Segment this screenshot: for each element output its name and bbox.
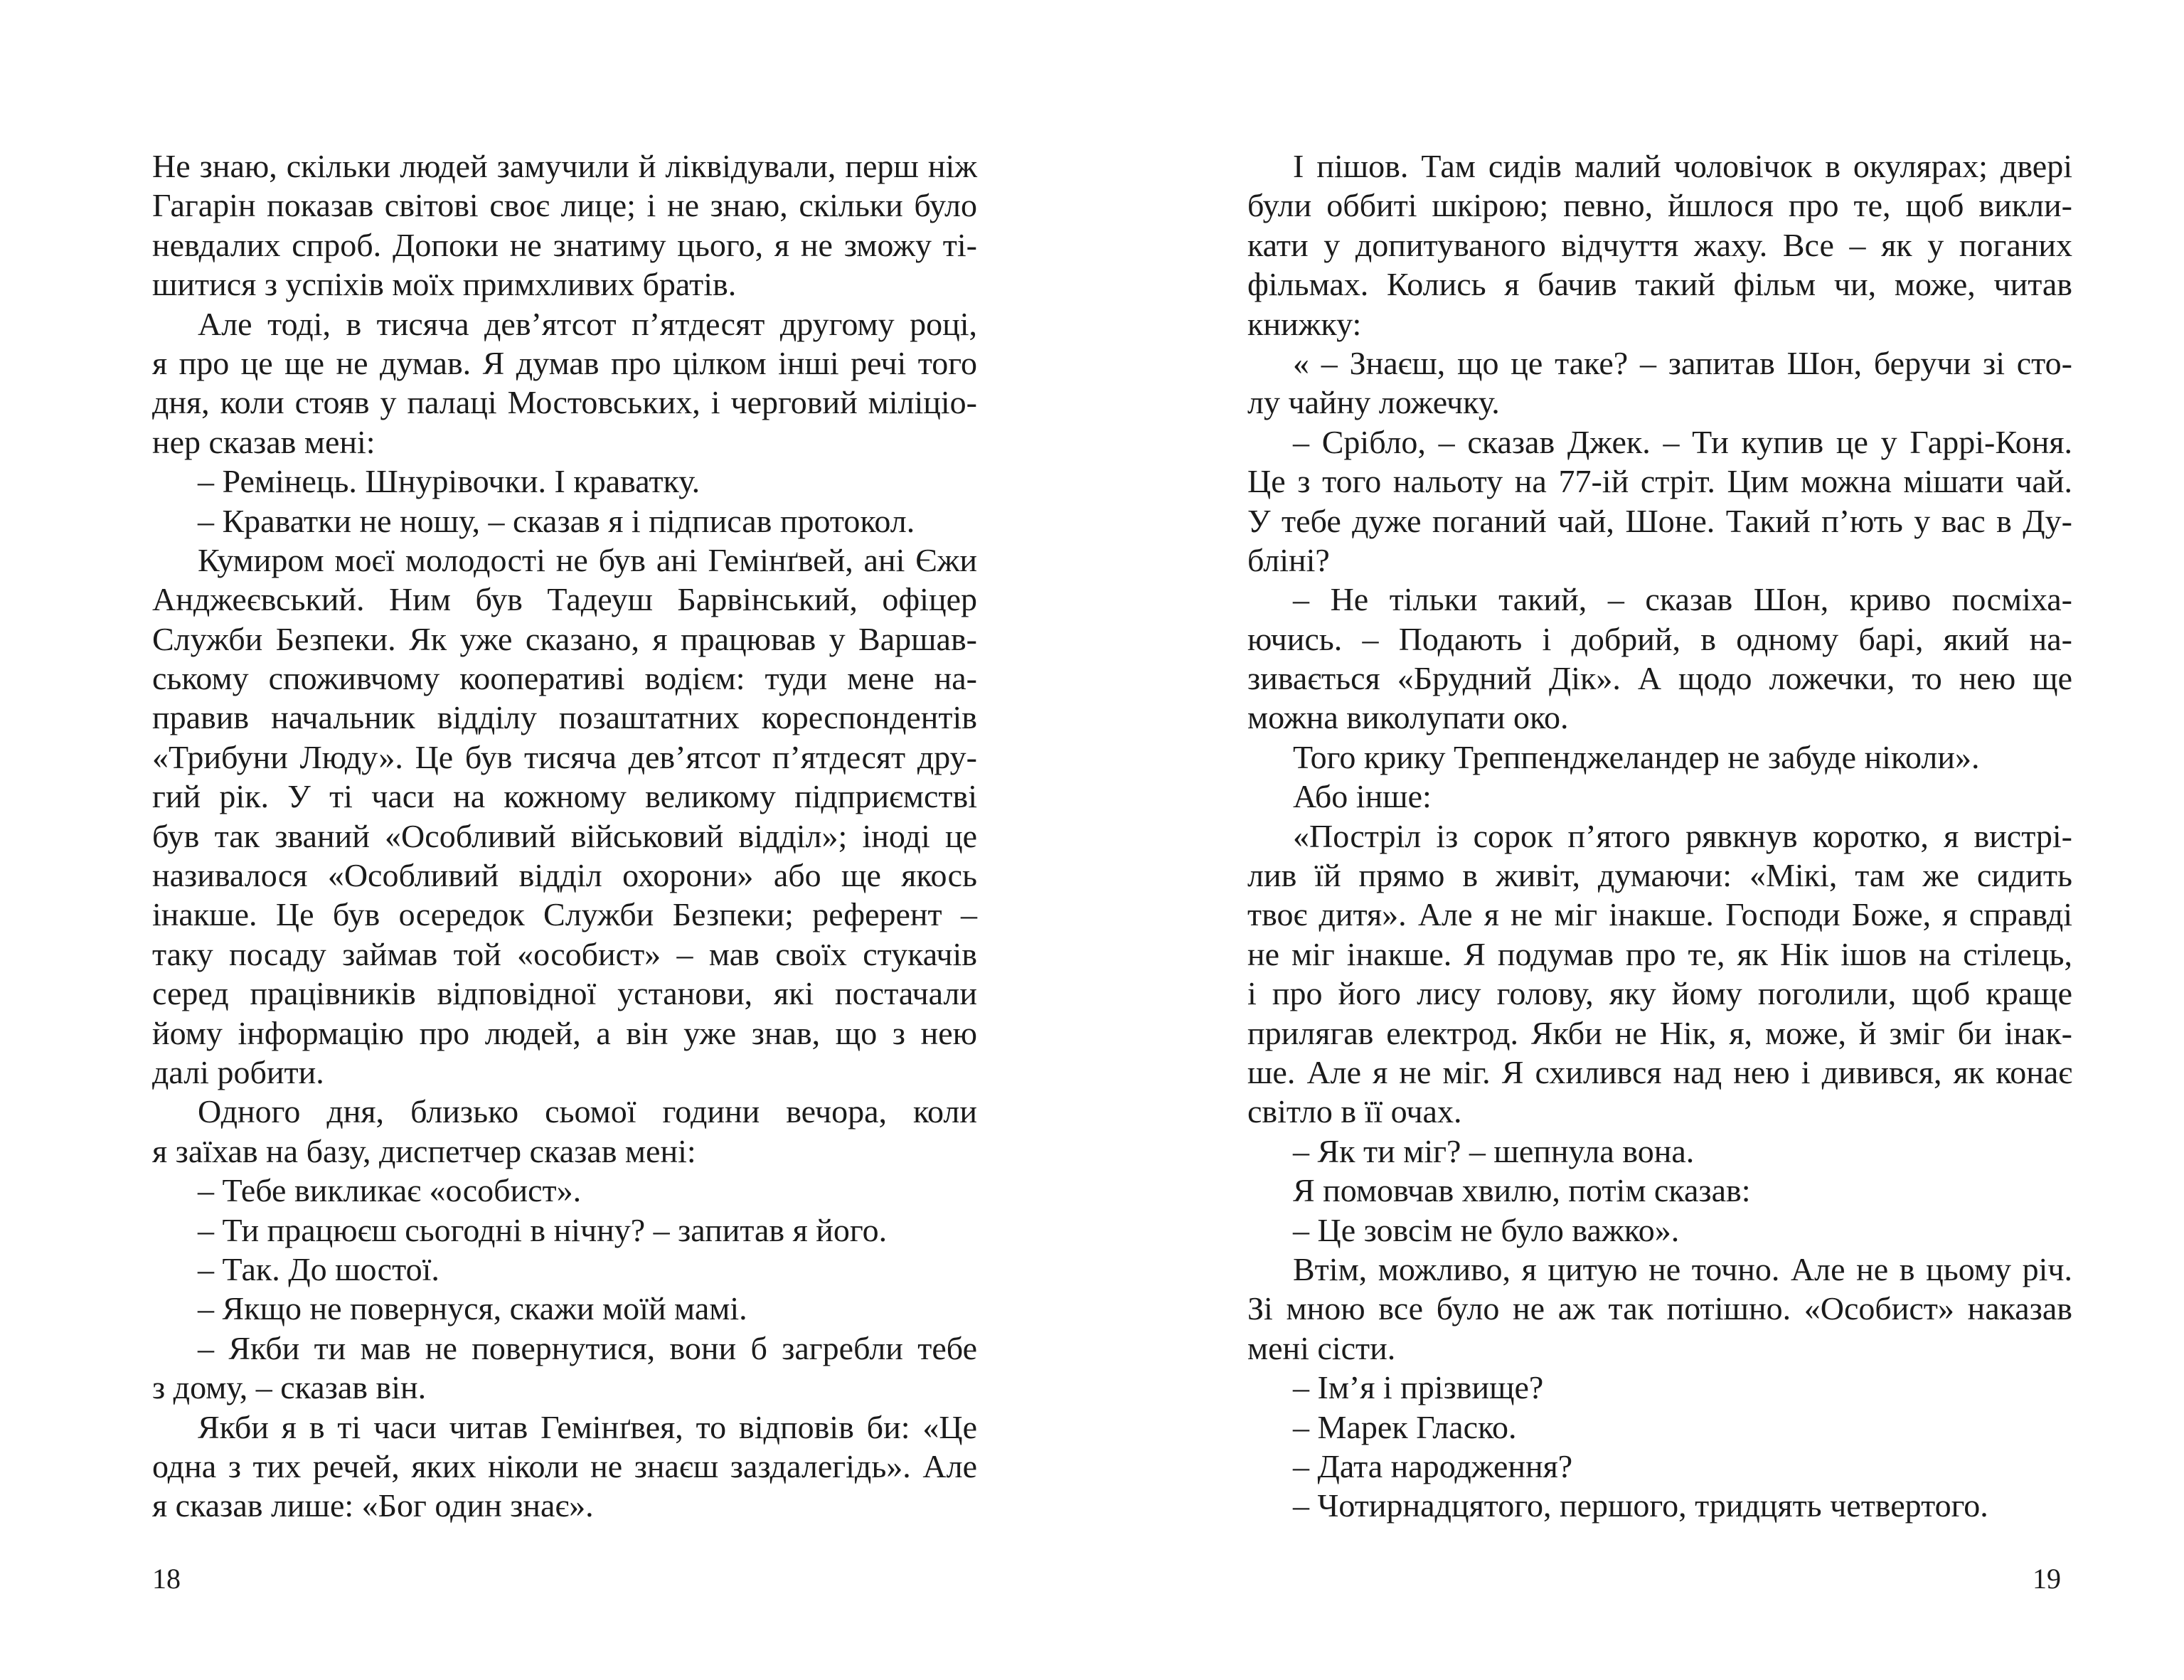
text-line: – Якби ти мав не повернутися, вони б загребли тебе	[198, 1329, 977, 1366]
right-page-number: 19	[2033, 1563, 2061, 1595]
text-line: книжку:	[1247, 305, 1362, 342]
text-line: ському споживчому кооперативі водієм: туди мене на-	[152, 660, 977, 697]
text-line: ючись. – Подають і добрий, в одному барі, який на-	[1247, 620, 2072, 657]
text-line: гий рік. У ті часи на кожному великому підприємстві	[152, 778, 977, 815]
text-line: Якби я в ті часи читав Гемінґвея, то відповів би: «Це	[198, 1408, 977, 1445]
text-line: далі робити.	[152, 1053, 324, 1090]
text-line: Я помовчав хвилю, потім сказав:	[1293, 1172, 1751, 1209]
text-line: серед працівників відповідної установи, які постачали	[152, 975, 977, 1012]
text-line: – Краватки не ношу, – сказав я і підписав протокол.	[198, 502, 915, 539]
text-line: можна виколупати око.	[1247, 699, 1569, 736]
text-line: був так званий «Особливий військовий відділ»; іноді це	[152, 817, 977, 854]
text-line: – Не тільки такий, – сказав Шон, криво посміха-	[1293, 581, 2072, 618]
text-line: твоє дитя». Але я не міг інакше. Господи Боже, я справді	[1247, 896, 2072, 933]
text-line: йому інформацію про людей, а він уже знав, що з нею	[152, 1014, 977, 1051]
text-line: Зі мною все було не аж так потішно. «Особист» наказав	[1247, 1290, 2072, 1327]
text-line: мені сісти.	[1247, 1329, 1396, 1366]
text-line: – Як ти міг? – шепнула вона.	[1293, 1132, 1695, 1169]
text-line: кати у допитуваного відчуття жаху. Все – як у поганих	[1247, 226, 2072, 263]
text-line: У тебе дуже поганий чай, Шоне. Такий п’ють у вас в Ду-	[1247, 502, 2072, 539]
text-line: – Срібло, – сказав Джек. – Ти купив це у Гаррі-Коня.	[1293, 423, 2072, 460]
text-line: були оббиті шкірою; певно, йшлося про те, щоб викли-	[1247, 187, 2072, 224]
text-line: Гагарін показав світові своє лице; і не знаю, скільки було	[152, 187, 977, 224]
text-line: « – Знаєш, що це таке? – запитав Шон, беручи зі сто-	[1293, 344, 2072, 381]
text-line: Служби Безпеки. Як уже сказано, я працював у Варшав-	[152, 620, 977, 657]
text-line: – Чотирнадцятого, першого, тридцять четвертого.	[1293, 1487, 1988, 1524]
text-line: Не знаю, скільки людей замучили й ліквідували, перш ніж	[152, 148, 977, 184]
text-line: називалося «Особливий відділ охорони» або ще якось	[152, 857, 977, 894]
text-line: невдалих спроб. Допоки не знатиму цього, я не зможу ті-	[152, 226, 977, 263]
text-line: ше. Але я не міг. Я схилився над нею і дивився, як конає	[1247, 1053, 2072, 1090]
text-line: «Трибуни Люду». Це був тисяча дев’ятсот п’ятдесят дру-	[152, 738, 977, 775]
text-line: дня, коли стояв у палаці Мостовських, і черговий міліціо-	[152, 384, 977, 421]
text-line: – Якщо не повернуся, скажи моїй мамі.	[198, 1290, 747, 1327]
text-line: нер сказав мені:	[152, 423, 375, 460]
text-line: лив їй прямо в живіт, думаючи: «Мікі, там же сидить	[1247, 857, 2072, 894]
text-line: я про це ще не думав. Я думав про цілком інші речі того	[152, 344, 977, 381]
text-line: – Ім’я і прізвище?	[1293, 1369, 1544, 1406]
text-line: «Постріл із сорок п’ятого рявкнув коротко, я вистрі-	[1293, 817, 2072, 854]
text-line: – Дата народження?	[1293, 1447, 1573, 1484]
text-line: шитися з успіхів моїх примхливих братів.	[152, 266, 737, 303]
left-page-text	[152, 147, 977, 1526]
text-line: Анджеєвський. Ним був Тадеуш Барвінський, офіцер	[152, 581, 977, 618]
text-line: лу чайну ложечку.	[1247, 384, 1500, 421]
text-line: таку посаду займав той «особист» – мав своїх стукачів	[152, 935, 977, 972]
text-line: Кумиром моєї молодості не був ані Гемінґвей, ані Єжи	[198, 541, 977, 578]
text-line: Того крику Треппенджеландер не забуде ніколи».	[1293, 738, 1980, 775]
text-line: – Це зовсім не було важко».	[1293, 1211, 1680, 1248]
text-line: – Тебе викликає «особист».	[198, 1172, 582, 1209]
text-line: – Так. До шостої.	[198, 1250, 440, 1287]
text-line: – Ти працюєш сьогодні в нічну? – запитав я його.	[198, 1211, 888, 1248]
text-line: я заїхав на базу, диспетчер сказав мені:	[152, 1132, 696, 1169]
text-line: правив начальник відділу позаштатних кореспондентів	[152, 699, 977, 736]
text-line: одна з тих речей, яких ніколи не знаєш заздалегідь». Але	[152, 1447, 977, 1484]
text-line: І пішов. Там сидів малий чоловічок в окулярах; двері	[1293, 148, 2072, 184]
text-line: і про його лису голову, яку йому поголили, щоб краще	[1247, 975, 2072, 1012]
text-line: бліні?	[1247, 541, 1330, 578]
text-line: фільмах. Колись я бачив такий фільм чи, може, читав	[1247, 266, 2072, 303]
text-line: прилягав електрод. Якби не Нік, я, може, й зміг би інак-	[1247, 1014, 2072, 1051]
text-line: зивається «Брудний Дік». А щодо ложечки, то нею ще	[1247, 660, 2072, 697]
text-line: Це з того нальоту на 77-ій стріт. Цим можна мішати чай.	[1247, 463, 2072, 500]
text-line: з дому, – сказав він.	[152, 1369, 427, 1406]
text-line: Але тоді, в тисяча дев’ятсот п’ятдесят другому році,	[198, 305, 977, 342]
text-line: світло в її очах.	[1247, 1093, 1462, 1130]
text-line: я сказав лише: «Бог один знає».	[152, 1487, 594, 1524]
text-line: не міг інакше. Я подумав про те, як Нік ішов на стілець,	[1247, 935, 2072, 972]
text-line: – Ремінець. Шнурівочки. І краватку.	[198, 463, 701, 500]
text-line: Або інше:	[1293, 778, 1432, 815]
left-page-number: 18	[152, 1563, 181, 1595]
text-line: Одного дня, близько сьомої години вечора, коли	[198, 1093, 977, 1130]
text-line: – Марек Гласко.	[1293, 1408, 1517, 1445]
text-line: інакше. Це був осередок Служби Безпеки; референт –	[152, 896, 977, 933]
right-page-text	[1247, 147, 2072, 1526]
text-line: Втім, можливо, я цитую не точно. Але не в цьому річ.	[1293, 1250, 2072, 1287]
